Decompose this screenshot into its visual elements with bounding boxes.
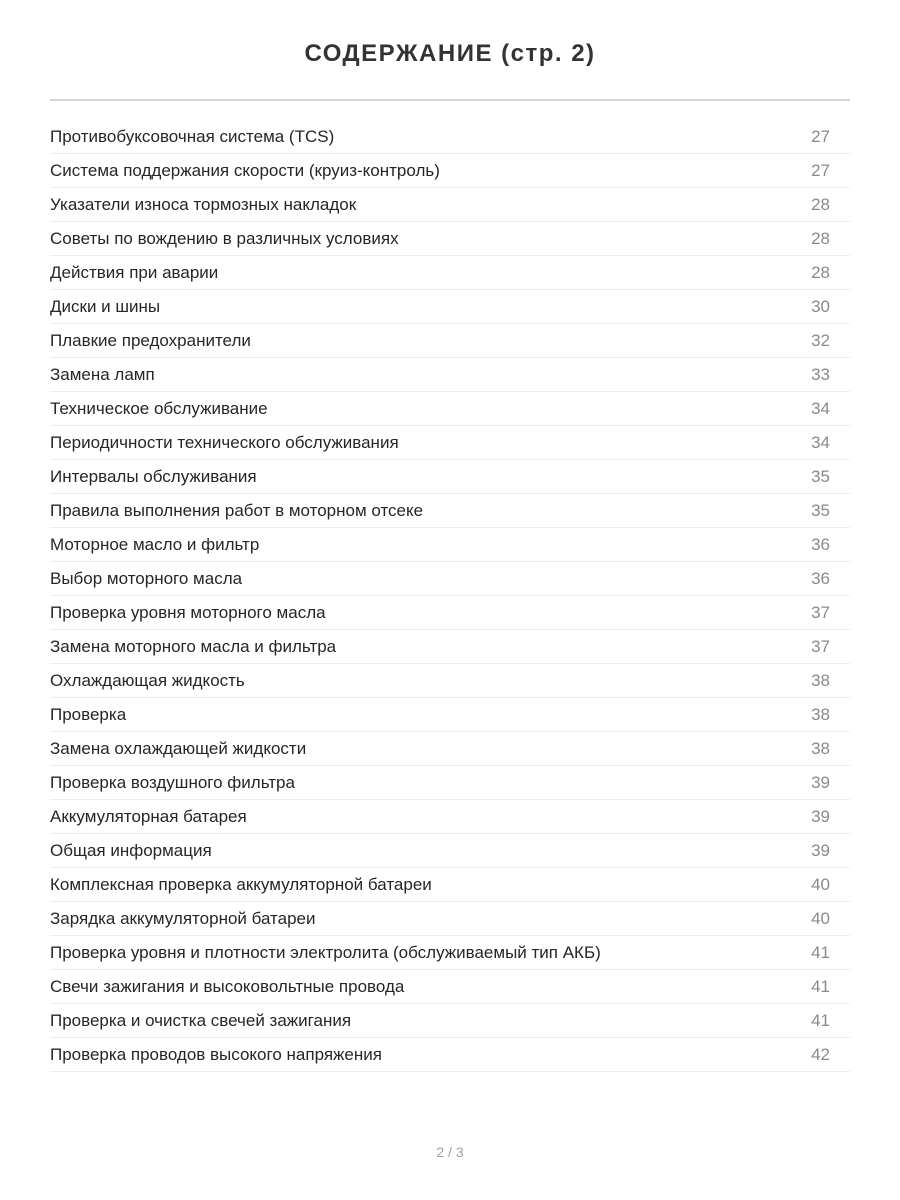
toc-entry[interactable] (50, 732, 850, 766)
toc-entry[interactable] (50, 936, 850, 970)
toc-entry-page: 34 (811, 399, 830, 418)
toc-entry-page: 41 (811, 1011, 830, 1030)
toc-entry-title: Интервалы обслуживания (50, 467, 257, 486)
toc-entry-page: 38 (811, 705, 830, 724)
toc-entry[interactable] (50, 562, 850, 596)
title-divider (50, 99, 850, 101)
toc-entry-title: Техническое обслуживание (50, 399, 268, 418)
toc-entry-page: 39 (811, 773, 830, 792)
toc-entry-page: 36 (811, 569, 830, 588)
toc-entry-page: 35 (811, 467, 830, 486)
toc-entry-title: Аккумуляторная батарея (50, 807, 247, 826)
toc-entry[interactable] (50, 698, 850, 732)
toc-entry-page: 33 (811, 365, 830, 384)
toc-entry-page: 27 (811, 127, 830, 146)
toc-entry[interactable] (50, 596, 850, 630)
toc-entry-title: Проверка уровня моторного масла (50, 603, 326, 622)
toc-entry-page: 39 (811, 807, 830, 826)
toc-entry-page: 42 (811, 1045, 830, 1064)
toc-entry[interactable] (50, 630, 850, 664)
toc-entry-page: 41 (811, 943, 830, 962)
toc-entry-page: 38 (811, 671, 830, 690)
toc-entry-page: 30 (811, 297, 830, 316)
toc-entry-title: Общая информация (50, 841, 212, 860)
page-title: СОДЕРЖАНИЕ (стр. 2) (304, 40, 596, 67)
toc-entry[interactable] (50, 902, 850, 936)
toc-entry-page: 38 (811, 739, 830, 758)
toc-entry[interactable] (50, 494, 850, 528)
toc-entry-title: Указатели износа тормозных накладок (50, 195, 357, 214)
toc-entry-title: Свечи зажигания и высоковольтные провода (50, 977, 405, 996)
toc-entry-title: Замена охлаждающей жидкости (50, 739, 307, 758)
toc-entry-title: Выбор моторного масла (50, 569, 243, 588)
toc-entry[interactable] (50, 358, 850, 392)
toc-entry-title: Плавкие предохранители (50, 331, 251, 350)
toc-entry-title: Противобуксовочная система (TCS) (50, 127, 335, 146)
toc-entry-page: 40 (811, 875, 830, 894)
toc-entry-page: 34 (811, 433, 830, 452)
toc-entry-page: 41 (811, 977, 830, 996)
toc-entry-page: 32 (811, 331, 830, 350)
toc-entry-title: Диски и шины (50, 297, 161, 316)
toc-entry-page: 37 (811, 637, 830, 656)
toc-entry-page: 28 (811, 229, 830, 248)
toc-entry-title: Периодичности технического обслуживания (50, 433, 399, 452)
toc-entry-page: 35 (811, 501, 830, 520)
toc-entry[interactable] (50, 392, 850, 426)
page-number-footer: 2 / 3 (436, 1144, 464, 1160)
toc-entry[interactable] (50, 1004, 850, 1038)
toc-entry[interactable] (50, 834, 850, 868)
toc-entry-page: 36 (811, 535, 830, 554)
toc-entry[interactable] (50, 188, 850, 222)
toc-entry-page: 39 (811, 841, 830, 860)
toc-entry-page: 27 (811, 161, 830, 180)
toc-entry-title: Замена моторного масла и фильтра (50, 637, 337, 656)
toc-entry[interactable] (50, 426, 850, 460)
toc-entry[interactable] (50, 290, 850, 324)
toc-entry[interactable] (50, 868, 850, 902)
toc-entry[interactable] (50, 120, 850, 154)
toc-entry[interactable] (50, 800, 850, 834)
toc-entry[interactable] (50, 766, 850, 800)
toc-entry-page: 28 (811, 195, 830, 214)
toc-entry-title: Проверка (50, 705, 127, 724)
toc-list (50, 120, 850, 1072)
toc-entry-title: Проверка проводов высокого напряжения (50, 1045, 382, 1064)
toc-entry[interactable] (50, 970, 850, 1004)
toc-entry-title: Зарядка аккумуляторной батареи (50, 909, 316, 928)
toc-entry-title: Советы по вождению в различных условиях (50, 229, 399, 248)
toc-entry[interactable] (50, 460, 850, 494)
toc-entry-title: Действия при аварии (50, 263, 219, 282)
toc-entry[interactable] (50, 324, 850, 358)
toc-entry[interactable] (50, 664, 850, 698)
toc-entry[interactable] (50, 222, 850, 256)
toc-entry-page: 37 (811, 603, 830, 622)
toc-entry[interactable] (50, 154, 850, 188)
toc-entry[interactable] (50, 528, 850, 562)
toc-entry[interactable] (50, 1038, 850, 1072)
toc-entry-page: 40 (811, 909, 830, 928)
toc-entry-title: Комплексная проверка аккумуляторной батареи (50, 875, 432, 894)
toc-entry-title: Проверка воздушного фильтра (50, 773, 295, 792)
toc-entry-title: Охлаждающая жидкость (50, 671, 245, 690)
toc-entry[interactable] (50, 256, 850, 290)
toc-entry-title: Система поддержания скорости (круиз-контроль) (50, 161, 440, 180)
toc-entry-title: Проверка уровня и плотности электролита (обслуживаемый тип АКБ) (50, 943, 601, 962)
toc-entry-page: 28 (811, 263, 830, 282)
toc-entry-title: Правила выполнения работ в моторном отсеке (50, 501, 424, 520)
toc-entry-title: Моторное масло и фильтр (50, 535, 260, 554)
toc-entry-title: Проверка и очистка свечей зажигания (50, 1011, 352, 1030)
toc-entry-title: Замена ламп (50, 365, 155, 384)
